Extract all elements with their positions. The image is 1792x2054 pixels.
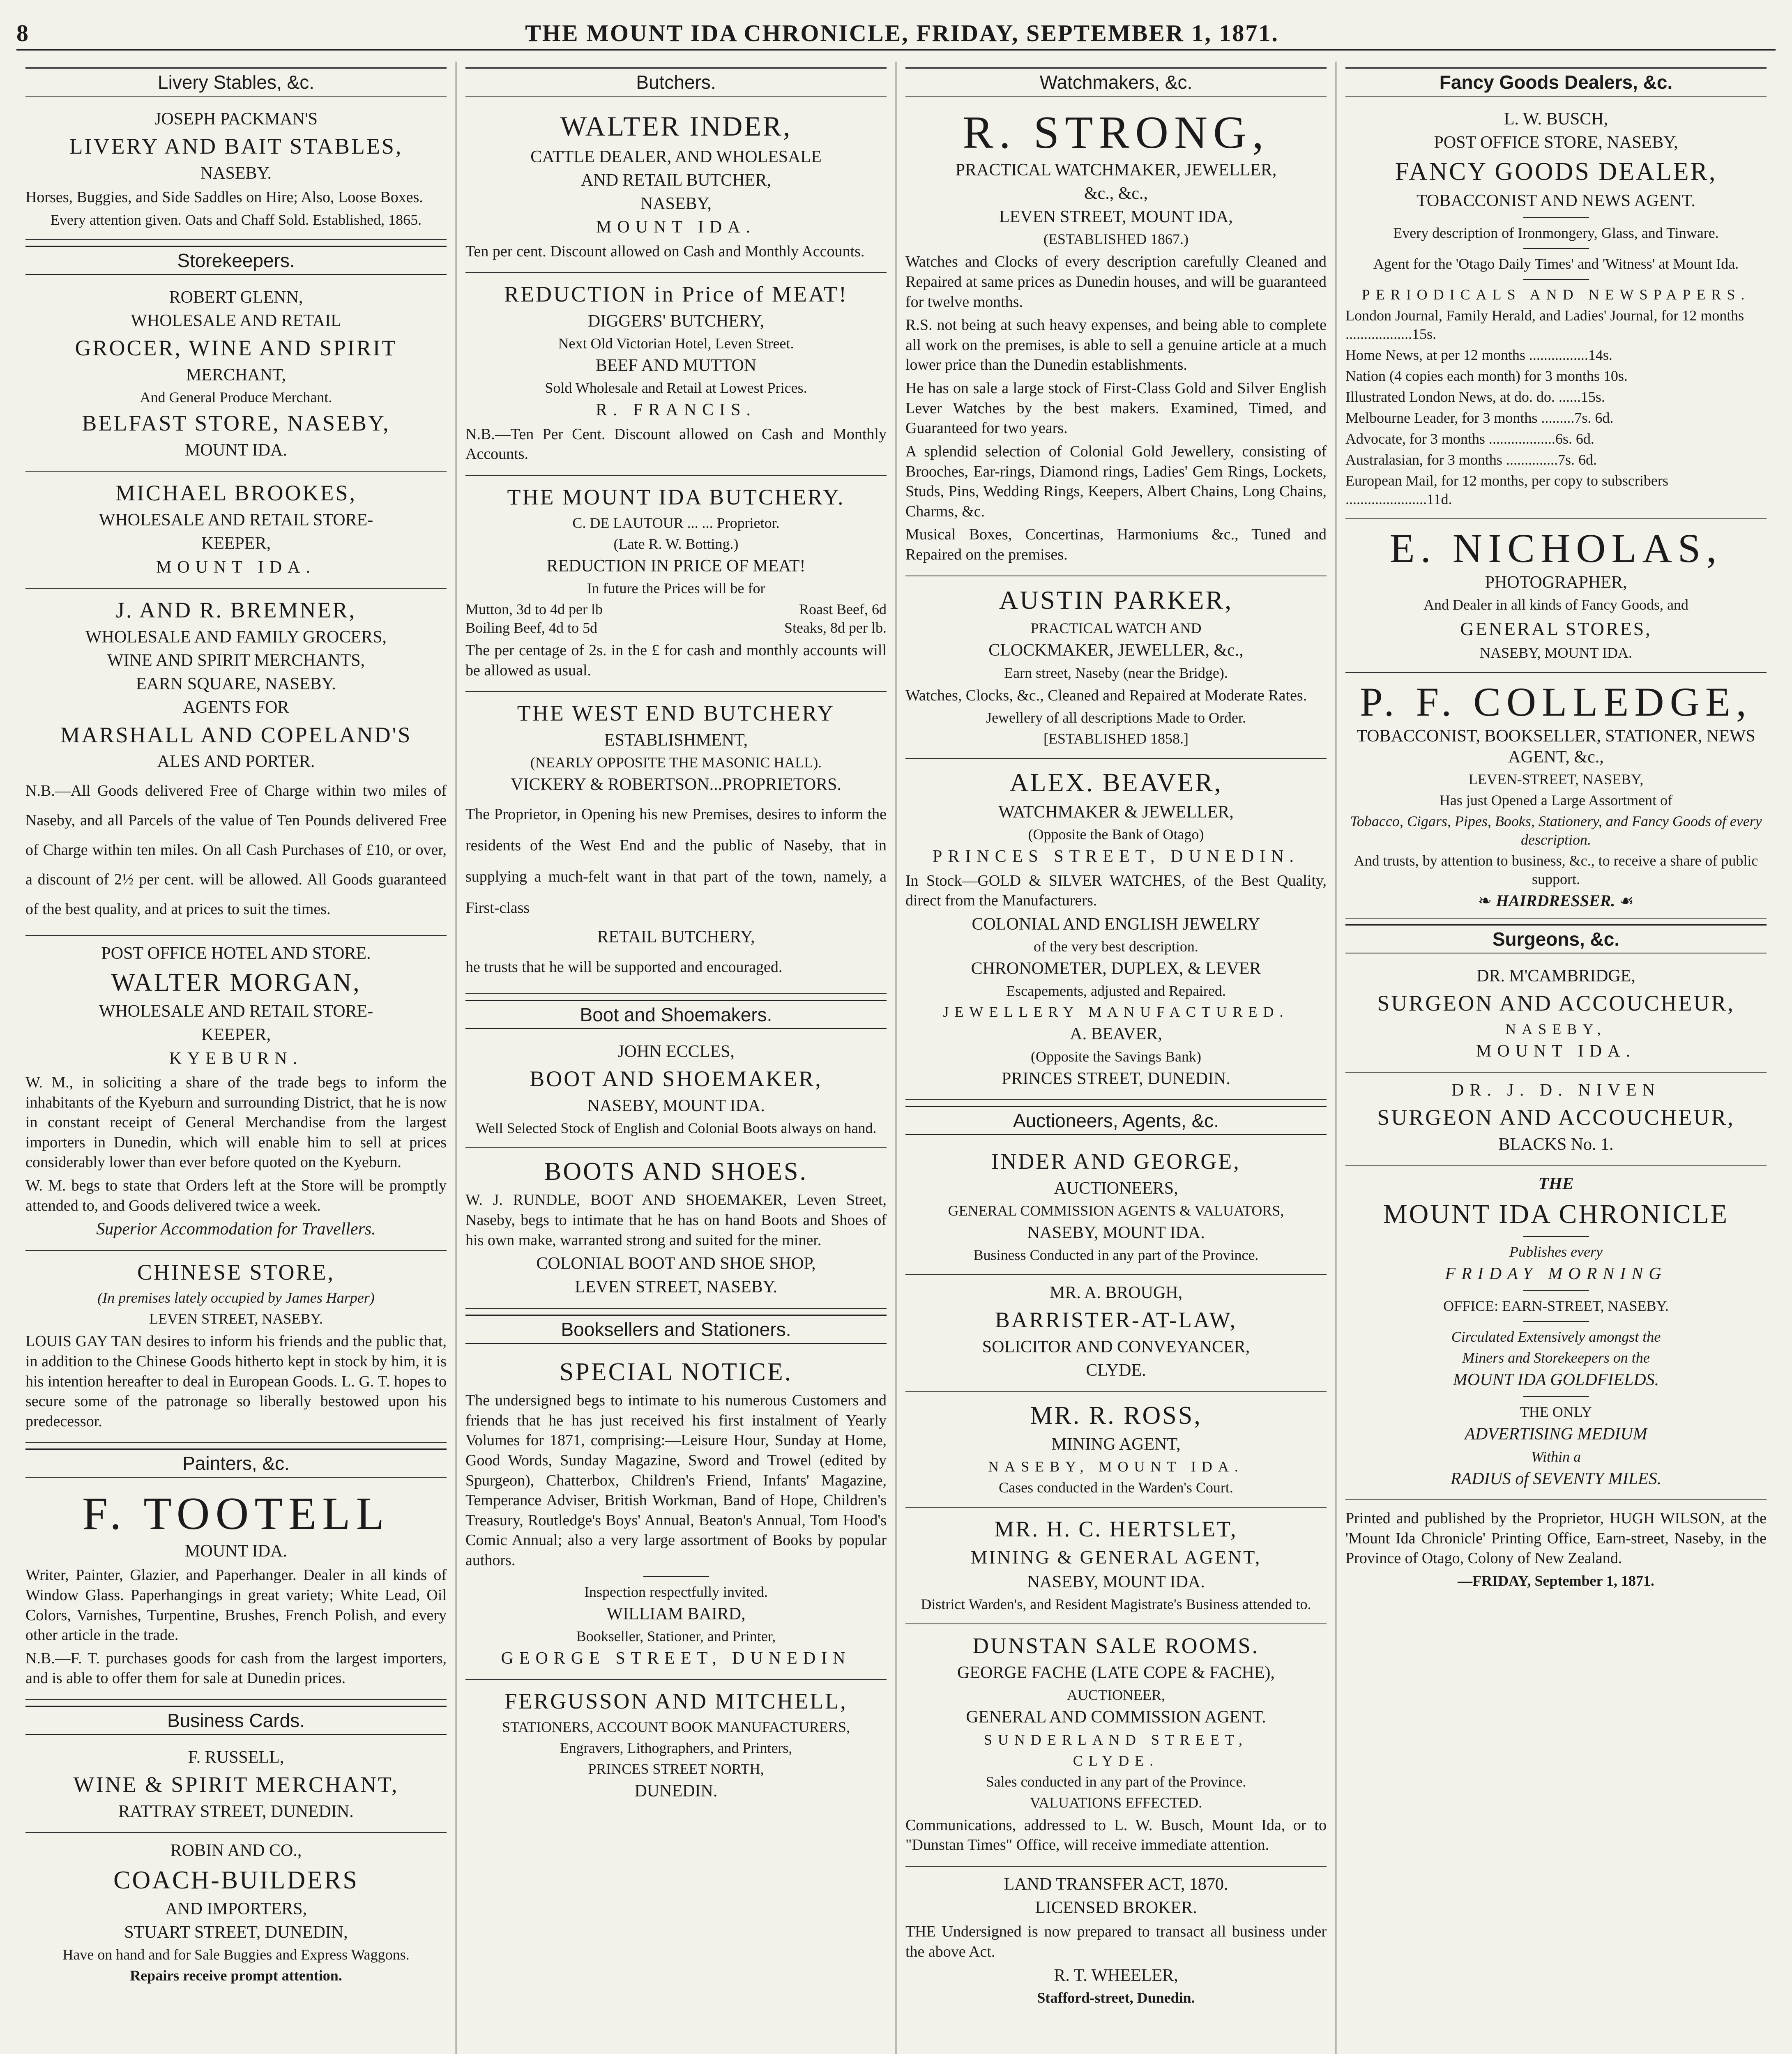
ad-line: Cases conducted in the Warden's Court.: [999, 1479, 1233, 1496]
ad-line: AND IMPORTERS,: [165, 1899, 307, 1918]
ad-heading: BOOTS AND SHOES.: [544, 1157, 808, 1186]
ad-line: POST OFFICE HOTEL AND STORE.: [101, 944, 371, 963]
ad-line: LEVEN STREET, NASEBY.: [149, 1310, 323, 1327]
ad-name: E. NICHOLAS,: [1389, 525, 1723, 571]
ad-line: And trusts, by attention to business, &c., to receive a share of public support.: [1354, 852, 1758, 887]
ad-austin-parker: [905, 576, 1327, 759]
price-item: Boiling Beef, 4d to 5d: [465, 619, 597, 636]
price-line: Illustrated London News, at do. do. ......15s.: [1345, 389, 1605, 405]
ad-chronicle: [1345, 1166, 1767, 1500]
ad-name: FERGUSSON AND MITCHELL,: [504, 1689, 848, 1714]
ad-body: The per centage of 2s. in the £ for cash and monthly accounts will be allowed as usual.: [465, 641, 887, 679]
divider: [1523, 279, 1589, 280]
ad-body: he trusts that he will be supported and encouraged.: [465, 958, 783, 976]
section-heading: Livery Stables, &c.: [25, 67, 447, 97]
ad-line: District Warden's, and Resident Magistrate's Business attended to.: [921, 1596, 1311, 1613]
ad-line: DIGGERS' BUTCHERY,: [587, 311, 765, 331]
ad-line: MINING AGENT,: [1051, 1435, 1181, 1454]
ad-john-eccles: [465, 1034, 887, 1148]
ad-line: WHOLESALE AND RETAIL: [131, 311, 341, 331]
ad-line: SUNDERLAND STREET,: [984, 1731, 1248, 1748]
price-line: Melbourne Leader, for 3 months .........7s. 6d.: [1345, 410, 1614, 426]
divider: [1523, 1236, 1589, 1237]
ad-heading: SPECIAL NOTICE.: [559, 1358, 793, 1386]
ad-line: KYEBURN.: [169, 1049, 303, 1068]
ad-line: Have on hand and for Sale Buggies and Express Waggons.: [62, 1946, 410, 1963]
ad-line: In future the Prices will be for: [587, 580, 765, 596]
ad-line: GROCER, WINE AND SPIRIT: [75, 336, 397, 361]
page-number: 8: [16, 19, 28, 46]
ad-body: Horses, Buggies, and Side Saddles on Hire; Also, Loose Boxes.: [25, 189, 423, 206]
ad-body: Watches, Clocks, &c., Cleaned and Repaired at Moderate Rates.: [905, 686, 1307, 704]
column-2: [456, 62, 896, 2054]
ad-line: BARRISTER-AT-LAW,: [995, 1308, 1237, 1333]
ad-line: SOLICITOR AND CONVEYANCER,: [982, 1338, 1250, 1357]
ad-niven: [1345, 1073, 1767, 1166]
ad-line: COACH-BUILDERS: [113, 1866, 359, 1894]
ad-line: ALES AND PORTER.: [157, 752, 315, 771]
printer-imprint: [1345, 1500, 1767, 1600]
ad-line: MOUNT IDA.: [1476, 1042, 1636, 1061]
price-row: [465, 600, 887, 619]
ad-line: AGENTS FOR: [183, 698, 289, 717]
ad-line: RADIUS of SEVENTY MILES.: [1450, 1469, 1662, 1488]
ad-line: [ESTABLISHED 1858.]: [1043, 730, 1189, 747]
ad-colledge: [1345, 673, 1767, 919]
divider: [1523, 217, 1589, 218]
ad-line: WHOLESALE AND FAMILY GROCERS,: [85, 627, 387, 647]
ad-line: MOUNT IDA.: [596, 218, 756, 237]
ad-line: of the very best description.: [1034, 938, 1198, 955]
ad-line: WILLIAM BAIRD,: [606, 1604, 746, 1623]
section-heading: Storekeepers.: [25, 246, 447, 275]
price-line: Advocate, for 3 months ..................6s. 6d.: [1345, 431, 1594, 447]
ad-name: LIVERY AND BAIT STABLES,: [69, 134, 403, 159]
ad-line: THE ONLY: [1520, 1404, 1592, 1421]
price-item: Mutton, 3d to 4d per lb: [465, 601, 603, 617]
ad-line: NASEBY, MOUNT IDA.: [988, 1458, 1244, 1475]
ad-body: Writer, Painter, Glazier, and Paperhanger. Dealer in all kinds of Window Glass. Paperhangings in great variety; White Lead, Oil Colors, Varnishes, Turpentine, Brushes, French Polish, and every other article in the trade.: [25, 1566, 447, 1644]
ad-line: NASEBY, MOUNT IDA.: [587, 1096, 765, 1115]
ad-line: VALUATIONS EFFECTED.: [1030, 1794, 1202, 1811]
ad-line: STUART STREET, DUNEDIN,: [124, 1923, 348, 1942]
ad-diggers-butchery: [465, 273, 887, 476]
ad-line: Miners and Storekeepers on the: [1462, 1349, 1650, 1366]
ad-body: N.B.—F. T. purchases goods for cash from the largest importers, and is able to offer them for sale at Dunedin prices.: [25, 1649, 447, 1687]
ad-line: LAND TRANSFER ACT, 1870.: [1004, 1874, 1228, 1894]
ad-line: JOSEPH PACKMAN'S: [154, 110, 318, 129]
ad-line: Earn street, Naseby (near the Bridge).: [1004, 664, 1228, 681]
ad-line: A. BEAVER,: [1070, 1025, 1162, 1044]
ad-name: JOHN ECCLES,: [617, 1042, 735, 1061]
ad-line: (Opposite the Bank of Otago): [1028, 826, 1204, 843]
ad-line: NASEBY,: [640, 194, 712, 214]
ad-line: Within a: [1531, 1448, 1581, 1465]
ad-tootell: [25, 1483, 447, 1700]
ad-line: Jewellery of all descriptions Made to Order.: [986, 709, 1246, 726]
ad-line: SURGEON AND ACCOUCHEUR,: [1377, 1105, 1735, 1130]
ad-line: Engravers, Lithographers, and Printers,: [560, 1739, 792, 1756]
ad-name: AUSTIN PARKER,: [999, 585, 1233, 615]
ad-line: NASEBY,: [1505, 1021, 1607, 1038]
ad-name: MICHAEL BROOKES,: [115, 481, 357, 506]
ad-name: ALEX. BEAVER,: [1009, 768, 1223, 797]
ad-boots-and-shoes: [465, 1148, 887, 1309]
ad-line: AND RETAIL BUTCHER,: [581, 170, 771, 190]
ad-line: CLOCKMAKER, JEWELLER, &c.,: [988, 641, 1244, 660]
ad-line: And General Produce Merchant.: [140, 389, 332, 406]
ad-line: PRACTICAL WATCH AND: [1030, 620, 1202, 637]
ad-line: MOUNT IDA.: [185, 441, 287, 460]
ad-line: Sold Wholesale and Retail at Lowest Prices.: [545, 380, 807, 396]
ad-line: Sales conducted in any part of the Province.: [986, 1773, 1246, 1790]
ad-name: THE WEST END BUTCHERY: [517, 701, 835, 726]
ad-line: C. DE LAUTOUR ... ... Proprietor.: [572, 514, 780, 531]
ad-line: (Opposite the Savings Bank): [1031, 1048, 1201, 1065]
ad-alex-beaver: [905, 759, 1327, 1100]
ad-livery-stables: [25, 101, 447, 240]
ad-line: REDUCTION IN PRICE OF MEAT!: [546, 556, 806, 576]
divider: [1523, 1321, 1589, 1322]
ad-line: RETAIL BUTCHERY,: [597, 928, 755, 947]
ad-name: DR. M'CAMBRIDGE,: [1476, 966, 1635, 986]
ad-body: Printed and published by the Proprietor, HUGH WILSON, at the 'Mount Ida Chronicle' Printing Office, Earn-street, Naseby, in the Province of Otago, Colony of New Zealand.: [1345, 1509, 1767, 1567]
ad-west-end-butchery: [465, 692, 887, 994]
divider: [1523, 1396, 1589, 1397]
ad-name: INDER AND GEORGE,: [991, 1149, 1241, 1174]
ad-line: PRINCES STREET, DUNEDIN.: [1002, 1069, 1230, 1088]
ad-name: ROBERT GLENN,: [169, 288, 303, 307]
ad-name: R. STRONG,: [963, 107, 1269, 158]
ad-line: VICKERY & ROBERTSON...PROPRIETORS.: [511, 775, 841, 794]
ad-line: WATCHMAKER & JEWELLER,: [998, 803, 1234, 822]
newspaper-title: THE MOUNT IDA CHRONICLE, FRIDAY, SEPTEMBER 1, 1871.: [525, 19, 1279, 46]
ad-line: Tobacco, Cigars, Pipes, Books, Stationery, and Fancy Goods of every description.: [1350, 813, 1762, 848]
ad-busch: [1345, 101, 1767, 519]
ad-line: CATTLE DEALER, AND WHOLESALE: [530, 147, 822, 166]
ad-line: MOUNT IDA.: [156, 557, 316, 577]
ad-line: MINING & GENERAL AGENT,: [970, 1546, 1262, 1568]
ad-line: Next Old Victorian Hotel, Leven Street.: [558, 335, 794, 352]
section-heading: Painters, &c.: [25, 1448, 447, 1478]
ad-line: CHRONOMETER, DUPLEX, & LEVER: [971, 959, 1261, 979]
ad-line: BEEF AND MUTTON: [595, 356, 757, 375]
columns: [16, 62, 1776, 2054]
ad-line: GEORGE STREET, DUNEDIN: [501, 1649, 851, 1668]
ad-line: ADVERTISING MEDIUM: [1465, 1425, 1647, 1444]
ad-heading: REDUCTION in Price of MEAT!: [504, 282, 848, 307]
ad-line: Bookseller, Stationer, and Printer,: [576, 1628, 776, 1644]
ad-line: (NEARLY OPPOSITE THE MASONIC HALL).: [530, 754, 822, 771]
ad-name: L. W. BUSCH,: [1504, 110, 1608, 129]
ad-robin-co: [25, 1833, 447, 1995]
ad-russell: [25, 1740, 447, 1833]
ad-line: WHOLESALE AND RETAIL STORE-: [99, 1002, 373, 1021]
ad-name: WALTER MORGAN,: [111, 968, 361, 997]
ad-body: W. M., in soliciting a share of the trade begs to inform the inhabitants of the Kyeburn and surrounding District, that he is now in constant receipt of General Merchandise from the largest importers in Dunedin, which will enable him to sell at prices considerably lower than ever before quoted on the Kyeburn.: [25, 1073, 447, 1171]
ad-line: OFFICE: EARN-STREET, NASEBY.: [1443, 1298, 1669, 1315]
ad-line: PRACTICAL WATCHMAKER, JEWELLER,: [955, 160, 1277, 180]
ad-line: KEEPER,: [201, 1025, 271, 1045]
ad-line: Publishes every: [1509, 1243, 1603, 1260]
ad-line: PRINCES STREET NORTH,: [588, 1760, 764, 1777]
section-heading: Business Cards.: [25, 1706, 447, 1735]
ad-line: LEVEN-STREET, NASEBY,: [1468, 771, 1644, 788]
ad-name: P. F. COLLEDGE,: [1360, 679, 1752, 725]
ad-line: BELFAST STORE, NASEBY,: [82, 411, 390, 436]
ad-name: MOUNT IDA CHRONICLE: [1383, 1199, 1729, 1229]
ad-line: MOUNT IDA GOLDFIELDS.: [1453, 1370, 1659, 1390]
ad-line: Well Selected Stock of English and Colonial Boots always on hand.: [475, 1119, 877, 1136]
price-item: Steaks, 8d per lb.: [784, 619, 887, 636]
ad-line: TOBACCONIST AND NEWS AGENT.: [1416, 191, 1696, 210]
column-1: [16, 62, 456, 2054]
ad-line: LEVEN STREET, NASEBY.: [574, 1278, 778, 1297]
ad-line: (ESTABLISHED 1867.): [1043, 231, 1189, 248]
ad-hertslet: [905, 1508, 1327, 1624]
ad-line: MOUNT IDA.: [185, 1542, 287, 1561]
ad-line: AUCTIONEER,: [1067, 1687, 1165, 1704]
ad-line: Inspection respectfully invited.: [584, 1583, 768, 1600]
ad-line: DUNEDIN.: [634, 1781, 718, 1801]
ad-line: FRIDAY MORNING: [1445, 1264, 1667, 1283]
ad-line: (In premises lately occupied by James Harper): [97, 1290, 375, 1306]
ad-brough: [905, 1275, 1327, 1392]
ad-line: NASEBY, MOUNT IDA.: [1480, 644, 1632, 661]
ad-line: MERCHANT,: [186, 366, 286, 385]
ad-line: PHOTOGRAPHER,: [1485, 573, 1627, 592]
ad-line: BLACKS No. 1.: [1498, 1135, 1614, 1154]
ad-body: LOUIS GAY TAN desires to inform his friends and the public that, in addition to the Chinese Goods hitherto kept in stock by him, it is his intention hereafter to deal in European Goods. L. G. T. hopes to secure some of the patronage so liberally bestowed upon his predecessor.: [25, 1333, 447, 1430]
ad-line: WINE AND SPIRIT MERCHANTS,: [107, 651, 365, 670]
ad-line: GENERAL COMMISSION AGENTS & VALUATORS,: [948, 1202, 1284, 1219]
ad-line: Superior Accommodation for Travellers.: [96, 1220, 376, 1239]
ornament-icon: ☙: [1619, 891, 1634, 910]
ad-body: In Stock—GOLD & SILVER WATCHES, of the Best Quality, direct from the Manufacturers.: [905, 872, 1327, 910]
ad-name: F. RUSSELL,: [188, 1748, 284, 1767]
ad-line: EARN SQUARE, NASEBY.: [136, 675, 336, 694]
ad-line: PRINCES STREET, DUNEDIN.: [933, 847, 1299, 866]
ad-line: NASEBY, MOUNT IDA.: [1027, 1573, 1205, 1592]
ad-bremner: [25, 589, 447, 936]
price-line: European Mail, for 12 months, per copy to subscribers ......................11d.: [1345, 472, 1668, 508]
ad-line: —FRIDAY, September 1, 1871.: [1458, 1572, 1654, 1589]
ad-dunstan-sale-rooms: [905, 1624, 1327, 1867]
ad-line: Has just Opened a Large Assortment of: [1439, 792, 1673, 808]
ad-line: Agent for the 'Otago Daily Times' and 'Witness' at Mount Ida.: [1373, 256, 1739, 272]
ad-body: W. M. begs to state that Orders left at the Store will be promptly attended to, and Goods delivered twice a week.: [25, 1177, 447, 1214]
ad-line: WHOLESALE AND RETAIL STORE-: [99, 511, 373, 530]
price-line: Home News, at per 12 months ................14s.: [1345, 347, 1612, 364]
ad-name: DR. J. D. NIVEN: [1451, 1081, 1661, 1100]
ad-line: STATIONERS, ACCOUNT BOOK MANUFACTURERS,: [502, 1718, 850, 1735]
section-heading: Booksellers and Stationers.: [465, 1315, 887, 1344]
ad-mcambridge: [1345, 958, 1767, 1073]
ad-line: THE: [1538, 1174, 1574, 1193]
ad-line: BOOT AND SHOEMAKER,: [530, 1066, 822, 1091]
ad-line: Every description of Ironmongery, Glass, and Tinware.: [1393, 225, 1719, 242]
ad-land-transfer: [905, 1867, 1327, 2017]
ad-body: He has on sale a large stock of First-Class Gold and Silver English Lever Watches by the best makers. Examined, Timed, and Guaranteed for two years.: [905, 380, 1327, 437]
ad-line: And Dealer in all kinds of Fancy Goods, and: [1423, 596, 1688, 613]
divider: [1523, 1290, 1589, 1291]
hairdresser-banner: [1345, 891, 1767, 910]
ad-line: COLONIAL AND ENGLISH JEWELRY: [972, 914, 1260, 934]
ad-line: NASEBY.: [200, 164, 272, 183]
masthead: [16, 16, 1776, 51]
ad-line: COLONIAL BOOT AND SHOE SHOP,: [536, 1254, 816, 1273]
ad-line: &c., &c.,: [1084, 184, 1148, 203]
section-heading: Butchers.: [465, 67, 887, 97]
ad-body: Musical Boxes, Concertinas, Harmoniums &c., Tuned and Repaired on the premises.: [905, 526, 1327, 564]
ad-line: FANCY GOODS DEALER,: [1395, 158, 1717, 186]
ad-body: A splendid selection of Colonial Gold Jewellery, consisting of Brooches, Ear-rings, Diamond rings, Ladies' Gem Rings, Lockets, Studs, Pins, Wedding Rings, Keepers, Albert Chains, Long Chains, Charms, &c.: [905, 442, 1327, 520]
ad-line: GENERAL AND COMMISSION AGENT.: [966, 1708, 1266, 1727]
divider: [1523, 248, 1589, 249]
ad-name: MR. R. ROSS,: [1030, 1401, 1202, 1430]
column-3: [896, 62, 1336, 2054]
ad-fergusson-mitchell: [465, 1680, 887, 1812]
ad-body: Watches and Clocks of every description carefully Cleaned and Repaired at same prices as Dunedin houses, and will be guaranteed for twelve months.: [905, 253, 1327, 311]
ad-line: JEWELLERY MANUFACTURED.: [943, 1004, 1289, 1020]
ad-name: DUNSTAN SALE ROOMS.: [972, 1633, 1260, 1658]
ad-walter-morgan: [25, 936, 447, 1251]
ad-name: ROBIN AND CO.,: [170, 1841, 302, 1861]
ad-line: SURGEON AND ACCOUCHEUR,: [1377, 991, 1735, 1016]
ad-line: GENERAL STORES,: [1460, 618, 1652, 640]
ad-line: CLYDE.: [1073, 1752, 1159, 1769]
price-row: [465, 619, 887, 637]
column-4: [1336, 62, 1776, 2054]
ad-mount-ida-butchery: [465, 476, 887, 692]
ad-line: R. T. WHEELER,: [1054, 1966, 1178, 1985]
ad-name: CHINESE STORE,: [137, 1260, 335, 1285]
ad-body: The Proprietor, in Opening his new Premises, desires to inform the residents of the West End and the public of Naseby, that in supplying a much-felt want in that part of the town, namely, a First-class: [465, 806, 887, 917]
ad-special-notice: [465, 1349, 887, 1680]
ad-robert-glenn: [25, 280, 447, 472]
price-line: London Journal, Family Herald, and Ladies' Journal, for 12 months ..................15s.: [1345, 307, 1744, 343]
ad-name: J. AND R. BREMNER,: [115, 597, 357, 622]
price-item: Roast Beef, 6d: [799, 601, 887, 617]
ornament-icon: ❧: [1478, 891, 1496, 910]
ad-name: F. TOOTELL: [82, 1488, 390, 1540]
divider: [643, 1576, 709, 1577]
section-heading: Auctioneers, Agents, &c.: [905, 1106, 1327, 1135]
ad-line: HAIRDRESSER.: [1496, 891, 1615, 910]
ad-line: R. FRANCIS.: [596, 401, 756, 420]
ad-body: Ten per cent. Discount allowed on Cash and Monthly Accounts.: [465, 242, 865, 260]
ad-line: ESTABLISHMENT,: [604, 730, 748, 750]
ad-walter-inder: [465, 101, 887, 273]
ad-line: PERIODICALS AND NEWSPAPERS.: [1361, 286, 1751, 303]
ad-line: CLYDE.: [1086, 1361, 1146, 1380]
ad-line: GEORGE FACHE (LATE COPE & FACHE),: [957, 1663, 1275, 1683]
ad-line: TOBACCONIST, BOOKSELLER, STATIONER, NEWS AGENT, &c.,: [1357, 726, 1755, 767]
ad-line: Stafford-street, Dunedin.: [1037, 1989, 1195, 2006]
ad-line: Circulated Extensively amongst the: [1451, 1329, 1661, 1345]
ad-body: THE Undersigned is now prepared to transact all business under the above Act.: [905, 1923, 1327, 1960]
ad-body: The undersigned begs to intimate to his numerous Customers and friends that he has just received his first instalment of Yearly Volumes for 1871, comprising:—Leisure Hour, Sunday at Home, Good Words, Sunday Magazine, Sword and Trowel (edited by Spurgeon), Chatterbox, Children's Friend, Infants' Magazine, Temperance Adviser, British Workman, Band of Hope, Children's Treasury, Routledge's Boys' Annual, Beaton's Annual, Tom Hood's Comic Annual; also a very large assortment of Books by popular authors.: [465, 1392, 887, 1569]
ad-name: MR. A. BROUGH,: [1049, 1283, 1183, 1303]
section-heading: Fancy Goods Dealers, &c.: [1345, 67, 1767, 97]
price-line: Australasian, for 3 months ..............7s. 6d.: [1345, 451, 1597, 468]
price-line: Nation (4 copies each month) for 3 months 10s.: [1345, 368, 1628, 385]
ad-ross: [905, 1392, 1327, 1508]
ad-line: (Late R. W. Botting.): [613, 535, 739, 552]
ad-line: AUCTIONEERS,: [1054, 1179, 1178, 1198]
ad-line: LEVEN STREET, MOUNT IDA,: [999, 207, 1233, 227]
ad-name: THE MOUNT IDA BUTCHERY.: [507, 484, 845, 509]
section-heading: Watchmakers, &c.: [905, 67, 1327, 97]
ad-line: MARSHALL AND COPELAND'S: [60, 722, 412, 747]
ad-name: MR. H. C. HERTSLET,: [994, 1517, 1238, 1542]
ad-line: RATTRAY STREET, DUNEDIN.: [118, 1802, 354, 1821]
section-heading: Surgeons, &c.: [1345, 924, 1767, 953]
ad-line: WINE & SPIRIT MERCHANT,: [73, 1772, 399, 1797]
ad-body: R.S. not being at such heavy expenses, and being able to complete all work on the premises, is able to sell a genuine article at a much lower price than the Dunedin establishments.: [905, 316, 1327, 374]
ad-line: LICENSED BROKER.: [1035, 1898, 1197, 1918]
ad-michael-brookes: [25, 472, 447, 589]
ad-nicholas: [1345, 519, 1767, 672]
ad-line: Every attention given. Oats and Chaff Sold. Established, 1865.: [50, 211, 422, 228]
ad-chinese-store: [25, 1251, 447, 1443]
ad-line: Business Conducted in any part of the Province.: [973, 1247, 1259, 1264]
ad-body: Communications, addressed to L. W. Busch, Mount Ida, or to "Dunstan Times" Office, will receive immediate attention.: [905, 1816, 1327, 1854]
ad-line: POST OFFICE STORE, NASEBY,: [1434, 133, 1678, 152]
section-heading: Boot and Shoemakers.: [465, 1000, 887, 1029]
ad-line: Repairs receive prompt attention.: [130, 1967, 342, 1984]
ad-name: WALTER INDER,: [560, 111, 792, 142]
ad-line: NASEBY, MOUNT IDA.: [1027, 1223, 1205, 1242]
ad-inder-george: [905, 1140, 1327, 1275]
ad-line: Escapements, adjusted and Repaired.: [1006, 983, 1226, 999]
ad-body: N.B.—Ten Per Cent. Discount allowed on Cash and Monthly Accounts.: [465, 425, 887, 463]
ad-r-strong: [905, 101, 1327, 576]
ad-body: N.B.—All Goods delivered Free of Charge within two miles of Naseby, and all Parcels of the value of Ten Pounds delivered Free of Charge within ten miles. On all Cash Purchases of £10, or over, a discount of 2½ per cent. will be allowed. All Goods guaranteed of the best quality, and at prices to suit the times.: [25, 782, 447, 918]
ad-line: KEEPER,: [201, 534, 271, 553]
ad-body: W. J. RUNDLE, BOOT AND SHOEMAKER, Leven Street, Naseby, begs to intimate that he has on hand Boots and Shoes of his own make, warranted strong and suited for the miner.: [465, 1191, 887, 1249]
